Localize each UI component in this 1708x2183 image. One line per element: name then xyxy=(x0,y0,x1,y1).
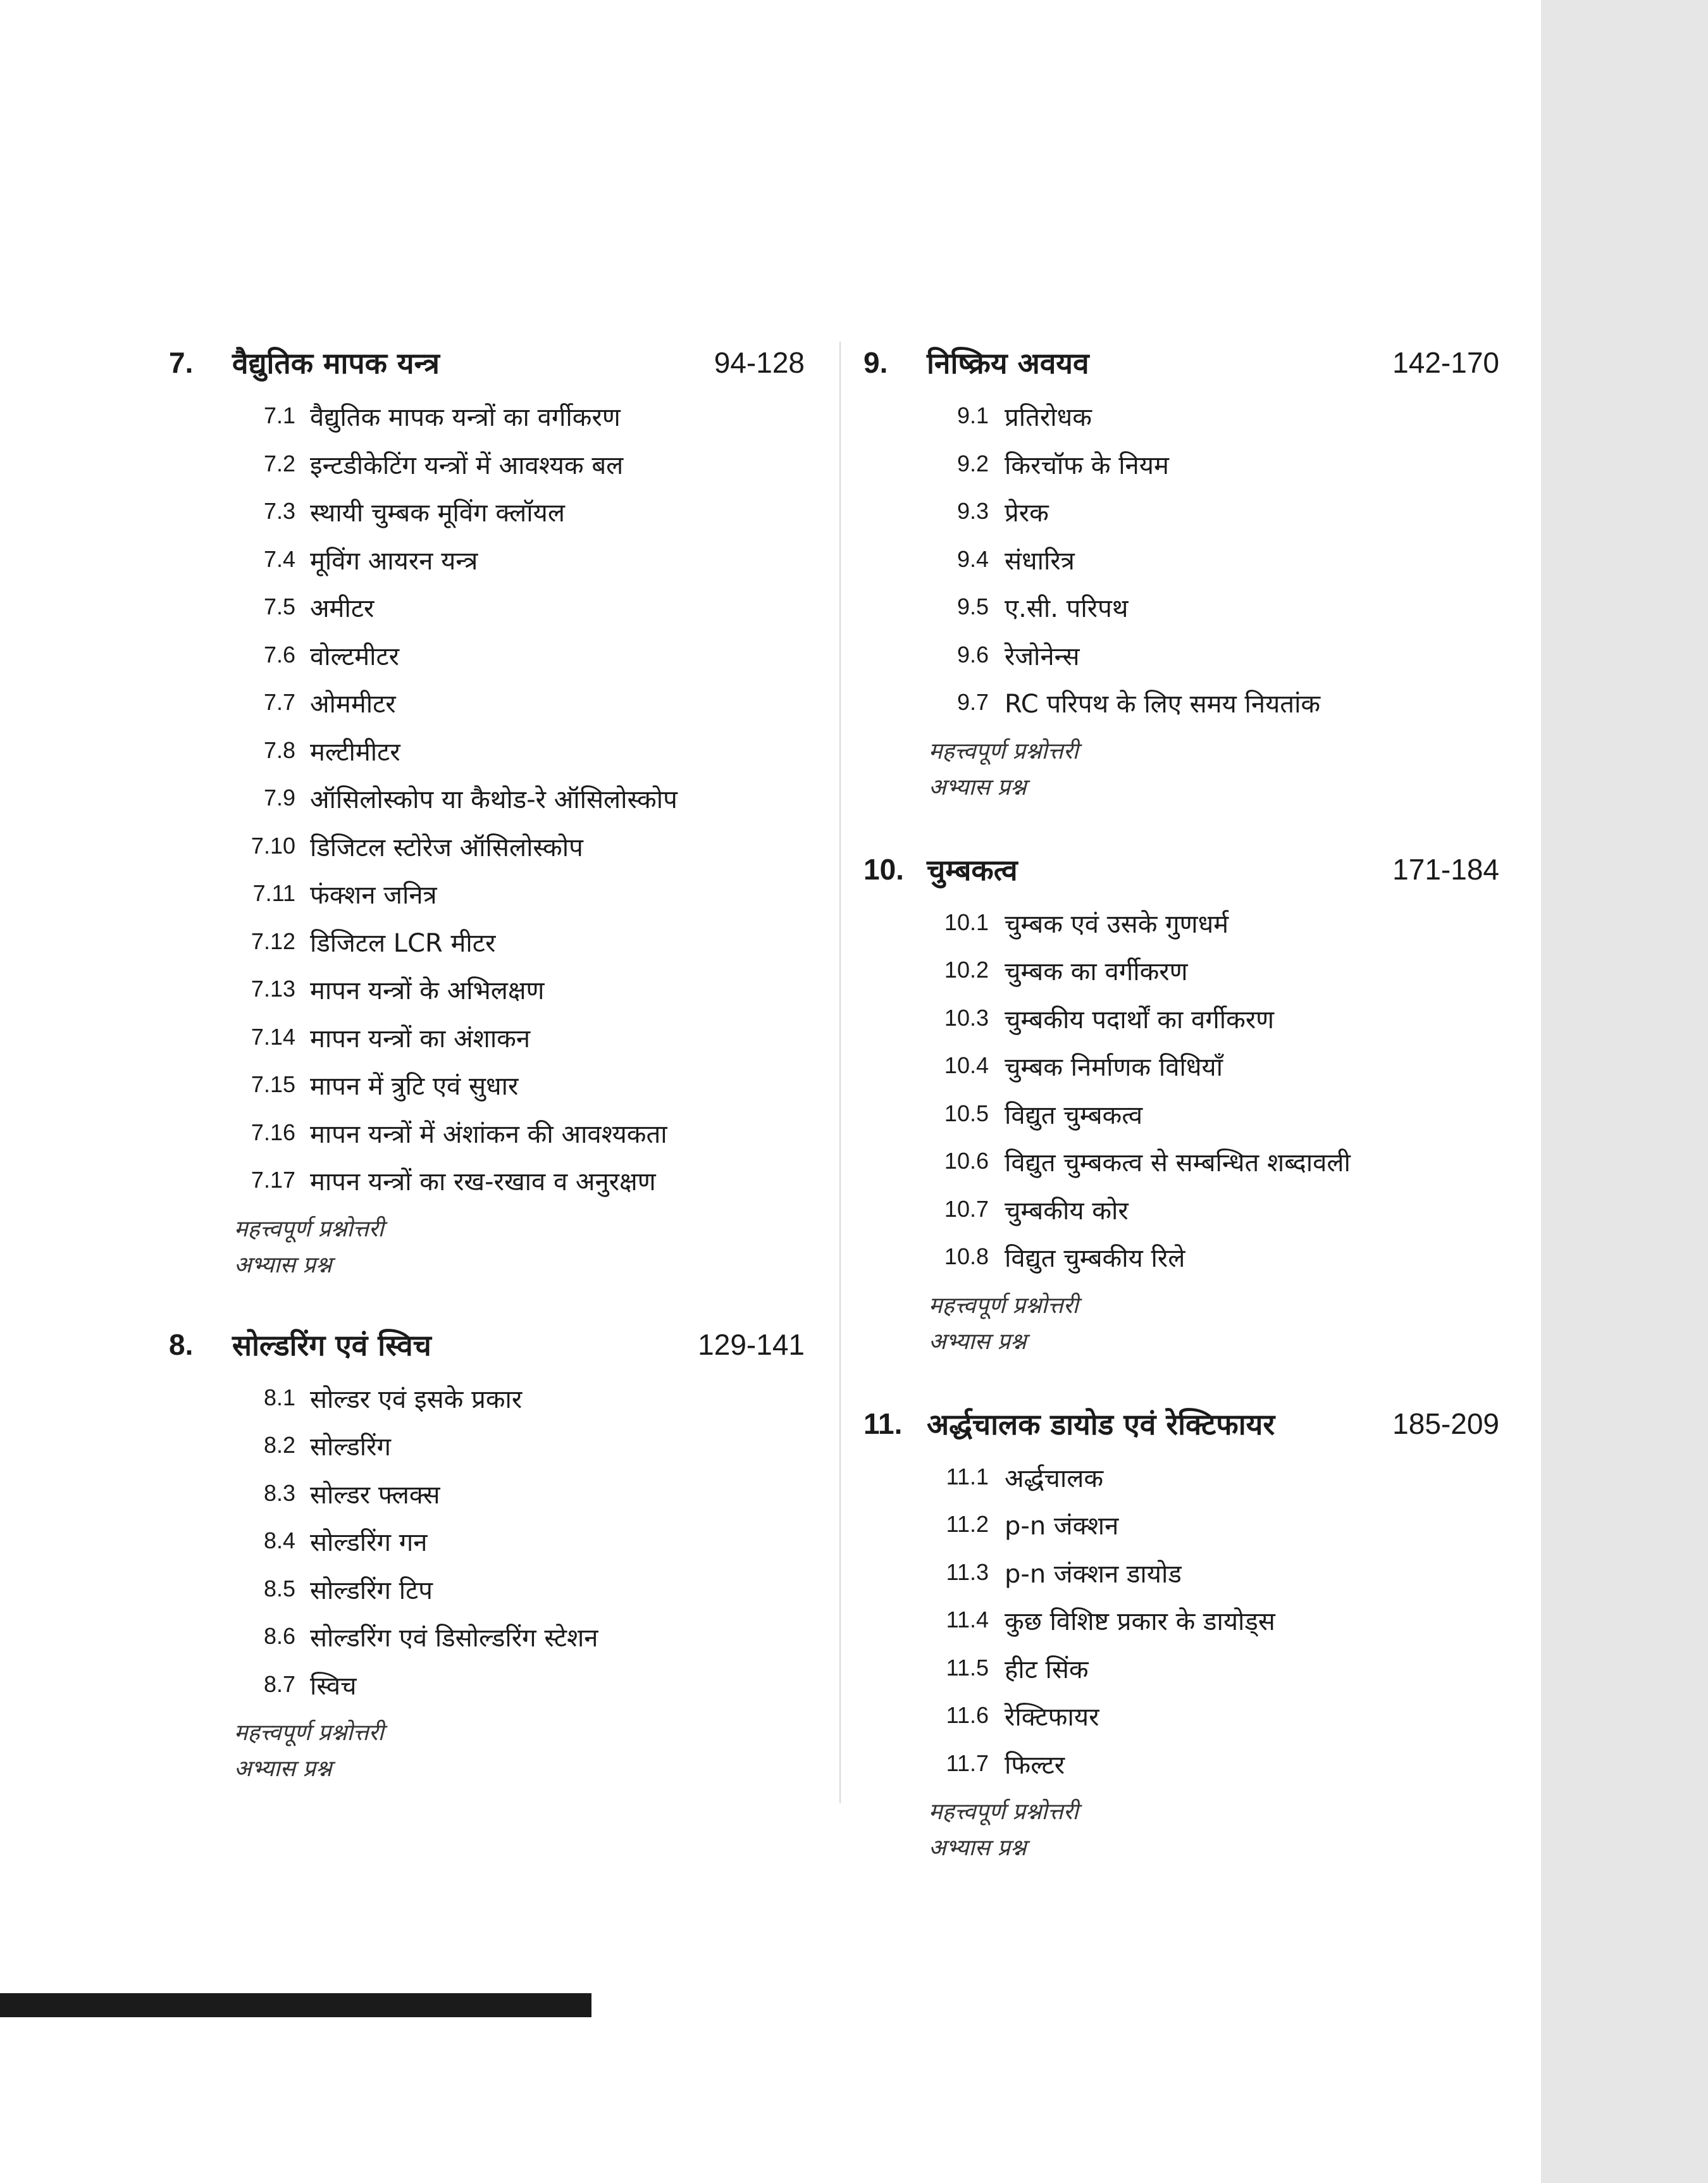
topic-title: संधारित्र xyxy=(1005,546,1075,576)
topic-title: रेक्टिफायर xyxy=(1005,1703,1099,1732)
topic-entry[interactable] xyxy=(860,1698,1499,1746)
chapter-heading[interactable] xyxy=(860,329,1499,399)
topic-number: 10.1 xyxy=(944,909,989,935)
topic-entry[interactable] xyxy=(860,1192,1499,1240)
topic-title: सोल्डर एवं इसके प्रकार xyxy=(310,1384,523,1414)
topic-number: 9.1 xyxy=(956,402,989,428)
topic-entry[interactable] xyxy=(860,494,1499,542)
topic-title: अर्द्धचालक xyxy=(1005,1464,1104,1493)
topic-entry[interactable] xyxy=(860,1460,1499,1508)
topic-number: 7.14 xyxy=(251,1023,295,1050)
topic-entry[interactable] xyxy=(166,1667,805,1715)
topic-title: सोल्डरिंग गन xyxy=(310,1528,428,1557)
topic-number: 8.7 xyxy=(263,1670,295,1697)
practice-questions-label[interactable]: अभ्यास प्रश्न xyxy=(234,1756,332,1782)
footer-bar xyxy=(0,1993,591,2017)
section-spacer xyxy=(166,1283,805,1311)
topic-entry[interactable] xyxy=(166,1476,805,1524)
topic-title: मापन में त्रुटि एवं सुधार xyxy=(310,1072,519,1101)
chapter-title: निष्क्रिय अवयव xyxy=(927,346,1089,380)
topic-title: विद्युत चुम्बकत्व से सम्बन्धित शब्दावली xyxy=(1005,1148,1351,1178)
topic-title: डिजिटल LCR मीटर xyxy=(310,928,496,958)
topic-number: 9.6 xyxy=(956,641,989,668)
topic-title: मापन यन्त्रों का अंशाकन xyxy=(310,1024,531,1054)
topic-title: स्थायी चुम्बक मूविंग क्लॉयल xyxy=(310,499,565,528)
important-qa-label[interactable]: महत्त्वपूर्ण प्रश्नोत्तरी xyxy=(234,1216,384,1242)
topic-title: सोल्डरिंग xyxy=(310,1433,392,1462)
topic-entry[interactable] xyxy=(860,953,1499,1001)
topic-entry[interactable] xyxy=(166,1619,805,1667)
topic-entry[interactable] xyxy=(166,1116,805,1164)
topic-number: 11.7 xyxy=(946,1750,989,1776)
topic-entry[interactable] xyxy=(166,447,805,495)
chapter-number: 8. xyxy=(169,1328,194,1361)
topic-title: फिल्टर xyxy=(1005,1750,1065,1780)
topic-entry[interactable] xyxy=(166,590,805,638)
topic-title: हीट सिंक xyxy=(1005,1655,1089,1684)
chapter-title: चुम्बकत्व xyxy=(927,852,1018,887)
chapter-section xyxy=(166,1311,805,1788)
topic-entry[interactable] xyxy=(860,1001,1499,1049)
topic-number: 7.2 xyxy=(263,450,295,476)
topic-entry[interactable] xyxy=(166,399,805,447)
topic-number: 10.5 xyxy=(944,1100,989,1126)
chapter-page-range: 142-170 xyxy=(1392,346,1499,379)
topic-entry[interactable] xyxy=(860,1746,1499,1794)
topic-title: चुम्बक का वर्गीकरण xyxy=(1005,957,1188,986)
chapter-section xyxy=(860,836,1499,1360)
topic-number: 9.5 xyxy=(956,594,989,619)
topic-entry[interactable] xyxy=(860,685,1499,733)
topic-title: मापन यन्त्रों में अंशांकन की आवश्यकता xyxy=(310,1119,667,1149)
column-divider xyxy=(839,342,841,1803)
topic-entry[interactable] xyxy=(166,542,805,590)
topic-title: सोल्डर फ्लक्स xyxy=(310,1480,440,1510)
topic-entry[interactable] xyxy=(166,733,805,781)
topic-entry[interactable] xyxy=(860,1507,1499,1555)
topic-entry[interactable] xyxy=(166,1381,805,1429)
topic-number: 7.11 xyxy=(252,880,295,906)
topic-entry[interactable] xyxy=(860,590,1499,638)
topic-title: मल्टीमीटर xyxy=(310,737,400,767)
chapter-number: 11. xyxy=(863,1407,903,1440)
topic-title: ओममीटर xyxy=(310,690,396,719)
topic-number: 7.8 xyxy=(263,737,295,763)
topic-entry[interactable] xyxy=(166,1163,805,1211)
topic-title: चुम्बक एवं उसके गुणधर्म xyxy=(1005,909,1229,939)
topic-title: स्विच xyxy=(310,1671,357,1701)
chapter-page-range: 171-184 xyxy=(1392,852,1499,886)
topic-number: 11.2 xyxy=(946,1511,989,1537)
section-spacer xyxy=(860,1360,1499,1390)
topic-entry[interactable] xyxy=(166,1020,805,1068)
topic-title: चुम्बकीय कोर xyxy=(1005,1196,1129,1226)
chapter-page-range: 129-141 xyxy=(698,1328,805,1361)
topic-number: 9.4 xyxy=(956,545,989,572)
chapter-number: 9. xyxy=(863,346,888,379)
toc-right-column xyxy=(860,329,1499,1866)
topic-entry[interactable] xyxy=(166,924,805,973)
practice-questions-label[interactable]: अभ्यास प्रश्न xyxy=(234,1252,332,1278)
topic-number: 7.7 xyxy=(263,689,295,715)
topic-title: विद्युत चुम्बकत्व xyxy=(1005,1100,1143,1130)
topic-number: 7.4 xyxy=(263,545,295,572)
practice-questions-label[interactable]: अभ्यास प्रश्न xyxy=(929,774,1027,800)
topic-entry[interactable] xyxy=(860,1048,1499,1097)
topic-number: 10.6 xyxy=(944,1148,989,1174)
important-qa-label[interactable]: महत्त्वपूर्ण प्रश्नोत्तरी xyxy=(234,1720,384,1746)
topic-entry[interactable] xyxy=(860,1603,1499,1651)
topic-title: किरचॉफ के नियम xyxy=(1005,451,1169,480)
topic-title: रेजोनेन्स xyxy=(1005,642,1080,671)
topic-title: मापन यन्त्रों के अभिलक्षण xyxy=(310,976,545,1005)
topic-title: इन्टडीकेटिंग यन्त्रों में आवश्यक बल xyxy=(310,451,624,480)
topic-entry[interactable] xyxy=(166,829,805,877)
topic-entry[interactable] xyxy=(166,781,805,829)
chapter-heading[interactable] xyxy=(166,329,805,399)
topic-entry[interactable] xyxy=(166,972,805,1020)
practice-questions-label[interactable]: अभ्यास प्रश्न xyxy=(929,1835,1027,1861)
topic-title: मापन यन्त्रों का रख-रखाव व अनुरक्षण xyxy=(310,1167,656,1197)
topic-title: p-n जंक्शन डायोड xyxy=(1005,1559,1182,1589)
topic-entry[interactable] xyxy=(166,1524,805,1572)
topic-number: 8.3 xyxy=(263,1479,295,1506)
topic-title: प्रतिरोधक xyxy=(1005,403,1092,432)
topic-number: 11.1 xyxy=(946,1463,989,1490)
chapter-title: वैद्युतिक मापक यन्त्र xyxy=(232,346,440,380)
topic-number: 7.5 xyxy=(263,594,295,619)
topic-number: 8.2 xyxy=(263,1432,295,1458)
topic-entry[interactable] xyxy=(166,494,805,542)
chapter-number: 7. xyxy=(169,346,194,379)
topic-number: 11.6 xyxy=(946,1702,989,1728)
topic-number: 8.5 xyxy=(263,1575,295,1601)
section-spacer xyxy=(860,805,1499,836)
topic-number: 7.9 xyxy=(263,785,295,811)
topic-entry[interactable] xyxy=(860,1651,1499,1699)
topic-number: 7.3 xyxy=(263,498,295,524)
topic-title: मूविंग आयरन यन्त्र xyxy=(310,546,478,576)
topic-number: 7.17 xyxy=(251,1167,295,1193)
chapter-title: सोल्डरिंग एवं स्विच xyxy=(232,1328,431,1362)
topic-title: डिजिटल स्टोरेज ऑसिलोस्कोप xyxy=(310,833,583,862)
topic-number: 9.3 xyxy=(956,498,989,524)
topic-number: 7.15 xyxy=(251,1071,295,1097)
chapter-section xyxy=(860,329,1499,805)
topic-entry[interactable] xyxy=(166,1067,805,1116)
page-margin-strip xyxy=(1541,0,1708,2183)
topic-title: सोल्डरिंग एवं डिसोल्डरिंग स्टेशन xyxy=(310,1624,598,1653)
topic-number: 10.4 xyxy=(944,1052,989,1078)
topic-number: 7.12 xyxy=(251,928,295,954)
topic-entry[interactable] xyxy=(860,1240,1499,1288)
topic-number: 9.7 xyxy=(956,689,989,715)
topic-number: 11.5 xyxy=(946,1654,989,1681)
topic-entry[interactable] xyxy=(860,447,1499,495)
topic-number: 10.7 xyxy=(944,1195,989,1222)
topic-title: RC परिपथ के लिए समय नियतांक xyxy=(1005,690,1321,719)
topic-number: 8.4 xyxy=(263,1527,295,1553)
topic-title: चुम्बकीय पदार्थों का वर्गीकरण xyxy=(1005,1005,1275,1035)
topic-number: 7.6 xyxy=(263,641,295,668)
topic-entry[interactable] xyxy=(166,685,805,733)
topic-number: 7.13 xyxy=(251,976,295,1002)
important-qa-label[interactable]: महत्त्वपूर्ण प्रश्नोत्तरी xyxy=(929,738,1079,764)
topic-title: वोल्टमीटर xyxy=(310,642,399,671)
topic-entry[interactable] xyxy=(860,905,1499,954)
topic-title: ऑसिलोस्कोप या कैथोड-रे ऑसिलोस्कोप xyxy=(310,785,678,814)
chapter-page-range: 185-209 xyxy=(1392,1407,1499,1440)
topic-entry[interactable] xyxy=(860,1097,1499,1145)
topic-entry[interactable] xyxy=(860,399,1499,447)
topic-number: 10.3 xyxy=(944,1004,989,1031)
topic-number: 8.6 xyxy=(263,1623,295,1649)
topic-entry[interactable] xyxy=(166,638,805,686)
topic-title: वैद्युतिक मापक यन्त्रों का वर्गीकरण xyxy=(310,403,621,432)
chapter-number: 10. xyxy=(863,852,904,886)
topic-number: 9.2 xyxy=(956,450,989,476)
important-qa-label[interactable]: महत्त्वपूर्ण प्रश्नोत्तरी xyxy=(929,1292,1079,1319)
chapter-heading[interactable] xyxy=(860,1390,1499,1460)
topic-number: 8.1 xyxy=(263,1384,295,1410)
topic-entry[interactable] xyxy=(166,1572,805,1620)
topic-title: कुछ विशिष्ट प्रकार के डायोड्स xyxy=(1005,1607,1275,1636)
toc-left-column xyxy=(166,329,805,1787)
topic-title: सोल्डरिंग टिप xyxy=(310,1576,433,1605)
topic-entry[interactable] xyxy=(860,1144,1499,1192)
topic-number: 7.1 xyxy=(263,402,295,428)
chapter-heading[interactable] xyxy=(166,1311,805,1381)
topic-number: 10.8 xyxy=(944,1243,989,1269)
topic-title: ए.सी. परिपथ xyxy=(1005,594,1129,623)
chapter-heading[interactable] xyxy=(860,836,1499,905)
practice-questions-label[interactable]: अभ्यास प्रश्न xyxy=(929,1328,1027,1355)
topic-title: प्रेरक xyxy=(1005,499,1049,528)
topic-title: चुम्बक निर्माणक विधियाँ xyxy=(1005,1053,1223,1082)
topic-entry[interactable] xyxy=(166,1428,805,1476)
topic-number: 11.3 xyxy=(946,1558,989,1585)
topic-number: 10.2 xyxy=(944,957,989,983)
topic-entry[interactable] xyxy=(860,542,1499,590)
chapter-page-range: 94-128 xyxy=(714,346,805,379)
topic-number: 7.10 xyxy=(251,832,295,859)
important-qa-label[interactable]: महत्त्वपूर्ण प्रश्नोत्तरी xyxy=(929,1799,1079,1825)
topic-entry[interactable] xyxy=(860,638,1499,686)
topic-title: विद्युत चुम्बकीय रिले xyxy=(1005,1244,1185,1273)
topic-entry[interactable] xyxy=(860,1555,1499,1603)
chapter-title: अर्द्धचालक डायोड एवं रेक्टिफायर xyxy=(927,1407,1275,1441)
topic-title: p-n जंक्शन xyxy=(1005,1512,1119,1541)
topic-title: फंक्शन जनित्र xyxy=(310,881,437,910)
chapter-section xyxy=(860,1390,1499,1867)
topic-title: अमीटर xyxy=(310,594,374,623)
topic-entry[interactable] xyxy=(166,876,805,924)
topic-number: 11.4 xyxy=(946,1607,989,1633)
topic-number: 7.16 xyxy=(251,1119,295,1145)
chapter-section xyxy=(166,329,805,1283)
